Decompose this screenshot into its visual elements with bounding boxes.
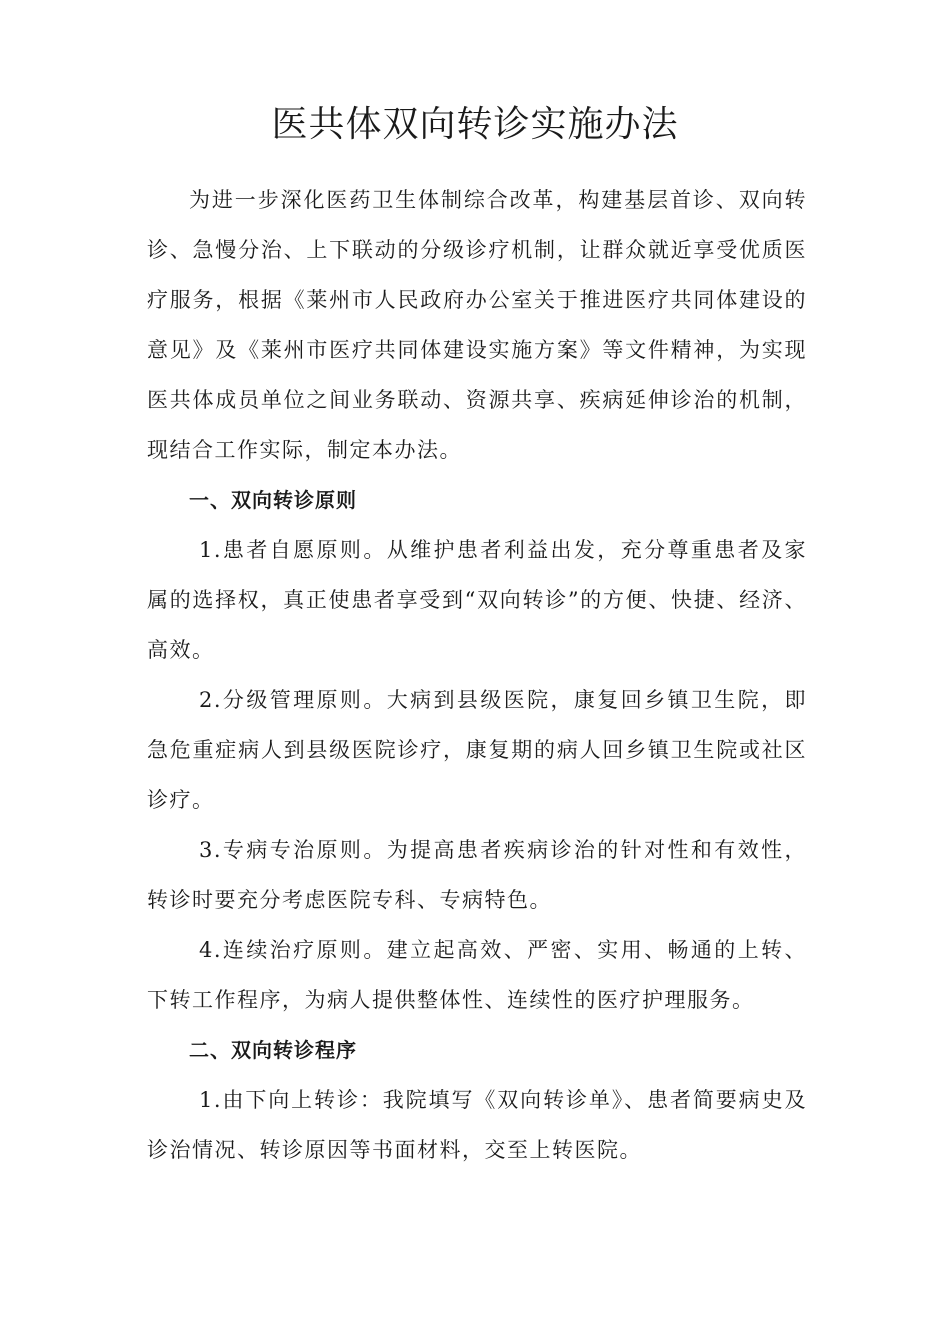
principle-item: 2.分级管理原则。大病到县级医院，康复回乡镇卫生院，即急危重症病人到县级医院诊疗，康复期的病人回乡镇卫生院或社区诊疗。 xyxy=(147,688,807,812)
section-heading-procedure: 二、双向转诊程序 xyxy=(189,1038,357,1062)
intro-paragraph: 为进一步深化医药卫生体制综合改革，构建基层首诊、双向转诊、急慢分治、上下联动的分级诊疗机制，让群众就近享受优质医疗服务，根据《莱州市人民政府办公室关于推进医疗共同体建设的意见》及《莱州市医疗共同体建设实施方案》等文件精神，为实现医共体成员单位之间业务联动、资源共享、疾病延伸诊治的机制，现结合工作实际，制定本办法。 xyxy=(147,188,807,462)
principle-item: 3.专病专治原则。为提高患者疾病诊治的针对性和有效性，转诊时要充分考虑医院专科、专病特色。 xyxy=(147,838,807,912)
principle-item: 4.连续治疗原则。建立起高效、严密、实用、畅通的上转、下转工作程序，为病人提供整体性、连续性的医疗护理服务。 xyxy=(147,938,807,1012)
section-heading-principles: 一、双向转诊原则 xyxy=(189,488,357,512)
document-title: 医共体双向转诊实施办法 xyxy=(271,104,679,145)
document-body xyxy=(147,175,807,1175)
principle-item: 1.患者自愿原则。从维护患者利益出发，充分尊重患者及家属的选择权，真正使患者享受到“双向转诊”的方便、快捷、经济、高效。 xyxy=(147,538,807,662)
procedure-item: 1.由下向上转诊：我院填写《双向转诊单》、患者简要病史及诊治情况、转诊原因等书面材料，交至上转医院。 xyxy=(147,1088,807,1162)
